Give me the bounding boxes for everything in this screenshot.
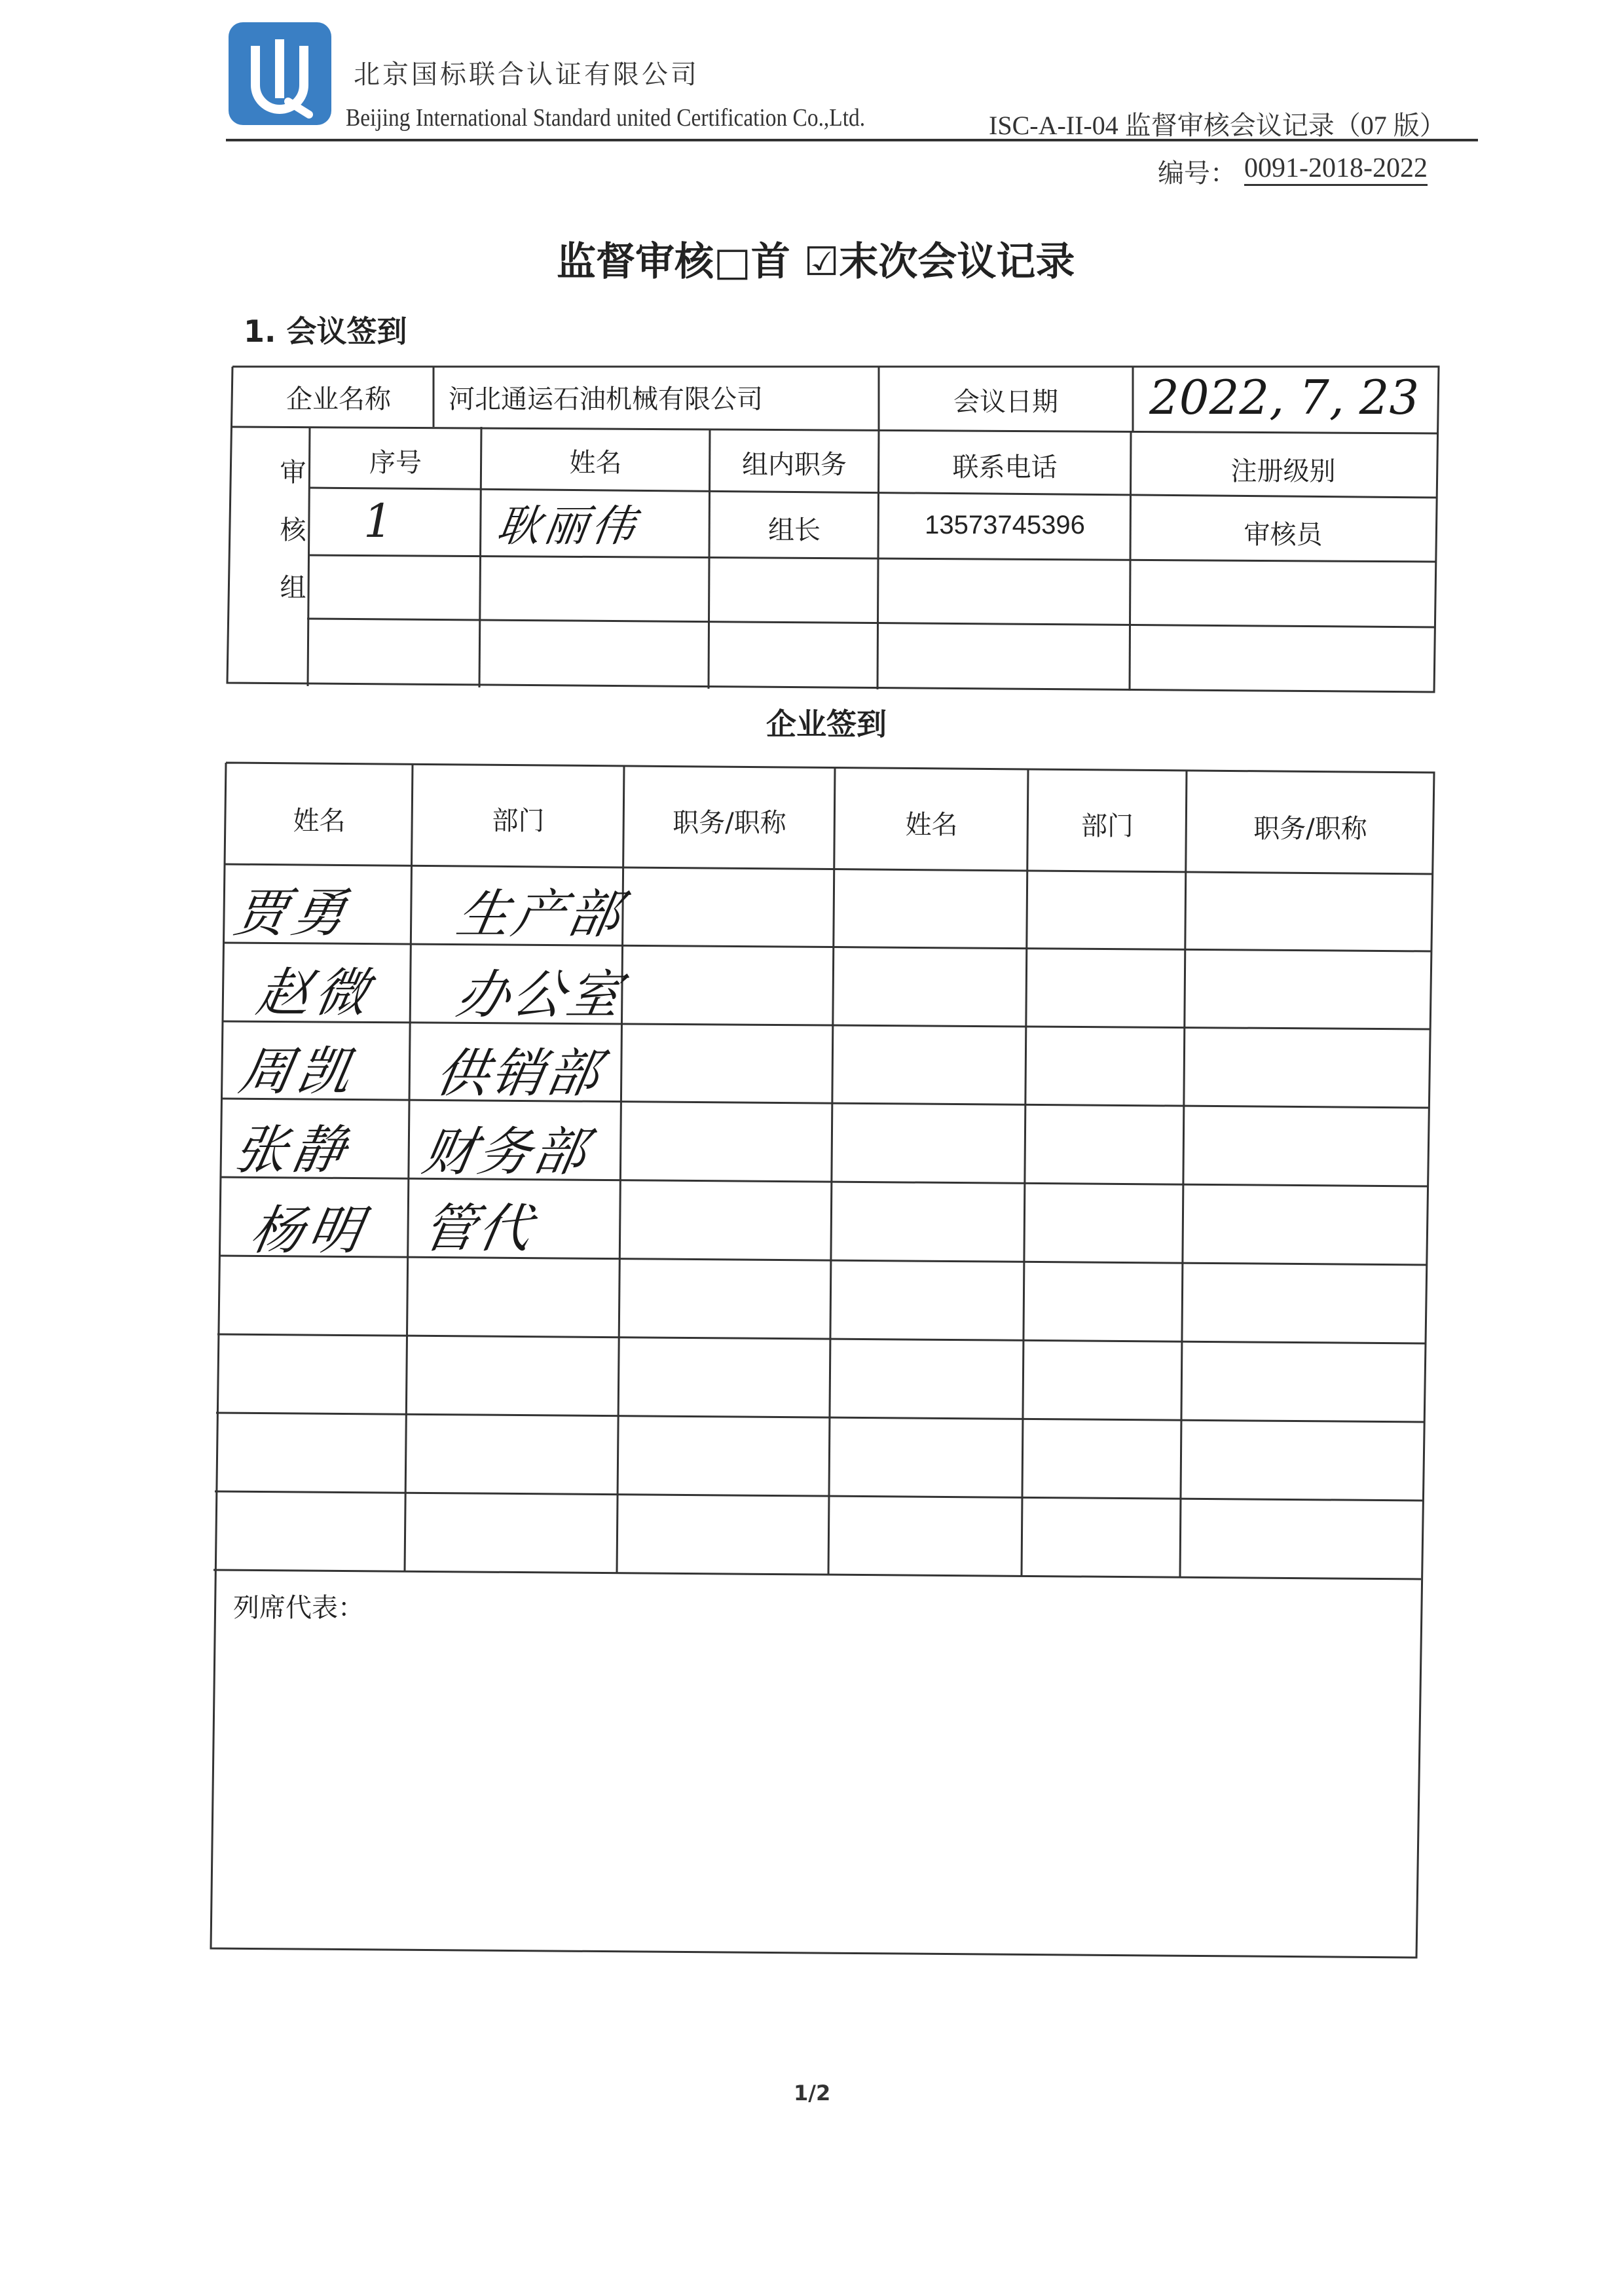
signin-row5-dept: 管代	[418, 1198, 539, 1259]
col-name: 姓名	[569, 448, 622, 478]
section-heading-sign-in: 1. 会议签到	[244, 314, 407, 349]
signin-row2-name: 赵微	[252, 962, 378, 1023]
row1-seq-handwritten: 1	[363, 494, 393, 548]
doc-number-value: 0091-2018-2022	[1244, 153, 1428, 186]
row1-role: 组长	[768, 515, 821, 545]
meeting-date-label: 会议日期	[953, 387, 1058, 417]
company-name-cn: 北京国标联合认证有限公司	[354, 60, 699, 90]
signin-row2-dept: 办公室	[452, 964, 628, 1025]
meeting-date-handwritten	[1149, 367, 1437, 432]
col-phone: 联系电话	[952, 452, 1058, 483]
col2-dept-2: 部门	[1081, 811, 1134, 841]
col-level: 注册级别	[1230, 456, 1336, 486]
col-seq: 序号	[369, 448, 422, 478]
page-title: 监督审核□首 ☑末次会议记录	[557, 239, 1075, 285]
audit-group-label-text: 审核组	[276, 458, 306, 631]
col2-dept-1: 部门	[492, 806, 545, 836]
section-heading-company-sign-in: 企业签到	[766, 706, 887, 742]
col2-title-1: 职务/职称	[673, 808, 786, 838]
col-group-role: 组内职务	[742, 450, 847, 480]
col2-name-2: 姓名	[905, 810, 958, 840]
audit-group-label	[259, 458, 306, 655]
form-code: ISC-A-II-04 监督审核会议记录（07 版）	[989, 111, 1446, 140]
page-number: 1/2	[794, 2081, 831, 2105]
signin-row3-name: 周凯	[234, 1041, 361, 1102]
signin-row4-name: 张静	[229, 1120, 356, 1180]
row1-phone: 13573745396	[925, 511, 1085, 539]
col2-title-2: 职务/职称	[1253, 814, 1367, 844]
signin-row5-name: 杨明	[246, 1200, 372, 1261]
col2-name-1: 姓名	[293, 806, 346, 836]
row1-level: 审核员	[1244, 520, 1323, 550]
signin-row4-dept: 财务部	[418, 1121, 594, 1182]
company-name-en: Beijing International Standard united Certification Co.,Ltd.	[346, 104, 866, 132]
row1-name-signature: 耿丽伟	[493, 501, 642, 551]
signin-row3-dept: 供销部	[431, 1043, 607, 1104]
signin-row1-dept: 生产部	[452, 884, 628, 945]
doc-number-label: 编号：	[1158, 158, 1236, 189]
signin-row1-name: 贾勇	[229, 883, 356, 943]
svg-text:2022, 7, 23: 2022, 7, 23	[1149, 370, 1420, 425]
company-name-label: 企业名称	[286, 384, 391, 414]
attendee-representative-label: 列席代表：	[233, 1593, 364, 1623]
company-name-value: 河北通运石油机械有限公司	[449, 384, 763, 414]
